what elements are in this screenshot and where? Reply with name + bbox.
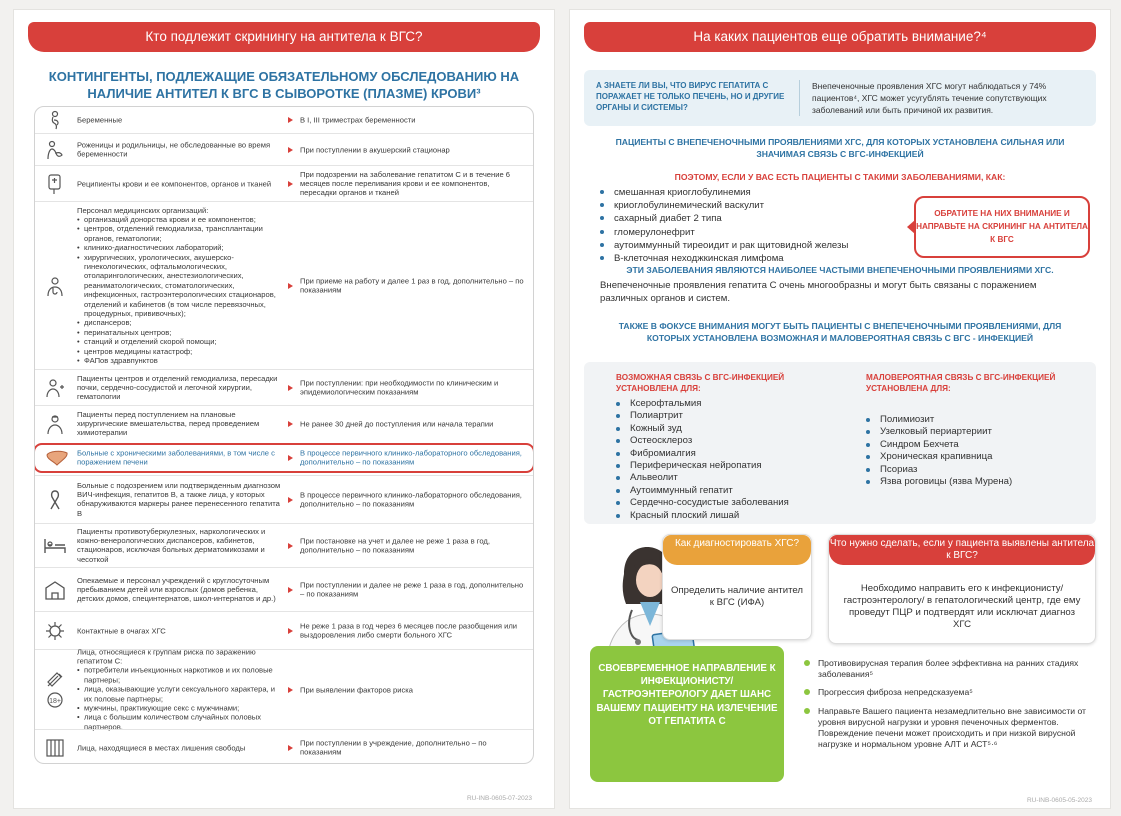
list-item: • клинико-диагностических лабораторий;	[77, 243, 285, 252]
svg-text:18+: 18+	[49, 697, 61, 705]
strong-link-heading: ПАЦИЕНТЫ С ВНЕПЕЧЕНОЧНЫМИ ПРОЯВЛЕНИЯМИ ХГС, ДЛЯ КОТОРЫХ УСТАНОВЛЕНА СИЛЬНАЯ ИЛИ ЗНАЧИМАЯ СВЯЗЬ С ВГС-ИНФЕКЦИЕЙ	[615, 137, 1065, 159]
list-item: Язва роговицы (язва Мурена)	[866, 476, 1066, 488]
list-item: • станций и отделений скорой помощи;	[77, 337, 285, 346]
list-item: Сердечно-сосудистые заболевания	[616, 497, 789, 509]
row-text: Пациенты перед поступлением на плановые хирургические вмешательства, перед проведением химиотерапии	[77, 409, 260, 438]
possible-heading: ВОЗМОЖНАЯ СВЯЗЬ С ВГС-ИНФЕКЦИЕЙ УСТАНОВЛЕНА ДЛЯ:	[616, 373, 785, 393]
left-banner: Кто подлежит скринингу на антитела к ВГС?	[28, 22, 540, 52]
arrow-icon	[288, 745, 293, 751]
table-row	[35, 201, 533, 369]
frequent-body: Внепеченочные проявления гепатита С очень многообразны и могут быть связаны с поражением различных органов и систем.	[600, 280, 1037, 304]
focus-heading: ТАКЖЕ В ФОКУСЕ ВНИМАНИЯ МОГУТ БЫТЬ ПАЦИЕНТЫ С ВНЕПЕЧЕНОЧНЫМИ ПРОЯВЛЕНИЯМИ, ДЛЯ КОТОРЫХ УСТАНОВЛЕНА ВОЗМОЖНАЯ И МАЛОВЕРОЯТНАЯ СВЯЗЬ С ВГС - ИНФЕКЦИЕЙ	[618, 321, 1062, 343]
list-item: В-клеточная неходжкинская лимфома	[600, 252, 848, 265]
list-item: Аутоиммунный гепатит	[616, 485, 789, 497]
list-item: Альвеолит	[616, 472, 789, 484]
row-text: Лица, находящиеся в местах лишения свободы	[77, 742, 246, 752]
info-text: Внепеченочные проявления ХГС могут наблюдаться у 74% пациентов⁴, ХГС может усугублять течение сопутствующих заболеваний или быть причиной их развития.	[812, 81, 1047, 115]
disease-list	[600, 186, 848, 265]
list-item: Направьте Вашего пациента незамедлительно вне зависимости от уровня вирусной нагрузки и уровня печеночных ферментов. Повреждение печени может происходить и при низкой вирусной нагрузке и нормальном уровне АЛТ и АСТ⁵·⁶	[802, 706, 1096, 751]
list-item: Узелковый периартериит	[866, 426, 1066, 438]
row-indication: При приеме на работу и далее 1 раз в год, дополнительно – по показаниям	[300, 276, 524, 295]
info-panel	[584, 70, 1096, 126]
screening-callout: ОБРАТИТЕ НА НИХ ВНИМАНИЕ И НАПРАВЬТЕ НА СКРИНИНГ НА АНТИТЕЛА К ВГС	[914, 196, 1090, 258]
diagnosis-header: Как диагностировать ХГС?	[663, 535, 811, 565]
row-indication: Не реже 1 раза в год через 6 месяцев после разобщения или выздоровления либо смерти больного ХГС	[300, 621, 517, 640]
row-text: Роженицы и родильницы, не обследованные во время беременности	[77, 140, 271, 159]
list-item: Прогрессия фиброза непредсказуема⁵	[802, 687, 1096, 698]
list-item: Ксерофтальмия	[616, 398, 789, 410]
list-item: • лица, оказывающие услуги сексуального характера, и их половые партнеры;	[77, 685, 282, 704]
arrow-icon	[288, 497, 293, 503]
medical-staff-icon	[41, 272, 69, 300]
arrow-icon	[288, 385, 293, 391]
list-item: Псориаз	[866, 464, 1066, 476]
arrow-icon	[288, 628, 293, 634]
list-item: • диспансеров;	[77, 318, 285, 327]
arrow-icon	[288, 421, 293, 427]
list-item: сахарный диабет 2 типа	[600, 212, 848, 225]
row-text: Пациенты противотуберкулезных, наркологических и кожно-венерологических диспансеров, кабинетов, стационаров, исключая больных дерматомикозами и чесоткой	[77, 526, 266, 564]
list-item: Противовирусная терапия более эффективна на ранних стадиях заболевания⁵	[802, 658, 1096, 680]
list-item: • центров медицины катастроф;	[77, 347, 285, 356]
syringe-icon	[41, 676, 69, 704]
diagnosis-body: Определить наличие антител к ВГС (ИФА)	[671, 585, 803, 608]
list-item: • ФАПов здравпунктов	[77, 356, 285, 365]
row-text: Больные с подозрением или подтвержденным диагнозом ВИЧ-инфекция, гепатитов В, а также лица, у которых обнаруживаются маркеры ранее перенесенного гепатита В	[77, 480, 281, 518]
arrow-icon	[288, 543, 293, 549]
arrow-icon	[288, 687, 293, 693]
unlikely-list	[866, 414, 1066, 488]
table-row	[35, 369, 533, 405]
row-indication: При поступлении в акушерский стационар	[300, 144, 450, 154]
list-item: Полимиозит	[866, 414, 1066, 426]
list-item: • перинатальных центров;	[77, 328, 285, 337]
row-indication: Не ранее 30 дней до поступления или начала терапии	[300, 418, 494, 428]
list-item: гломерулонефрит	[600, 226, 848, 239]
dialysis-patient-icon	[41, 374, 69, 402]
pregnant-icon	[41, 106, 69, 134]
list-item: • лица с большим количеством случайных половых партнеров.	[77, 713, 282, 732]
mother-child-icon	[41, 136, 69, 164]
arrow-icon	[288, 117, 293, 123]
row-text: Пациенты центров и отделений гемодиализа, пересадки почки, сердечно-сосудистой и легочной хирургии, гематологии	[77, 373, 278, 402]
virus-icon	[41, 617, 69, 645]
benefits-list	[802, 658, 1096, 757]
table-row	[35, 729, 533, 764]
prison-icon	[41, 734, 69, 762]
row-indication: В процессе первичного клинико-лабораторного обследования, дополнительно – по показаниям	[300, 448, 522, 467]
action-card	[828, 534, 1096, 644]
arrow-icon	[288, 147, 293, 153]
arrow-icon	[288, 455, 293, 461]
list-item: Кожный зуд	[616, 423, 789, 435]
screening-table	[34, 106, 534, 764]
frequent-heading: ЭТИ ЗАБОЛЕВАНИЯ ЯВЛЯЮТСЯ НАИБОЛЕЕ ЧАСТЫМИ ВНЕПЕЧЕНОЧНЫМИ ПРОЯВЛЕНИЯМИ ХГС.	[626, 265, 1054, 275]
diagnosis-card	[662, 534, 812, 640]
list-item: аутоиммунный тиреоидит и рак щитовидной железы	[600, 239, 848, 252]
list-item: Остеосклероз	[616, 435, 789, 447]
right-banner: На каких пациентов еще обратить внимание?⁴	[584, 22, 1096, 52]
list-item: Красный плоский лишай	[616, 510, 789, 522]
row-indication: При выявлении факторов риска	[300, 684, 413, 694]
row-text: Лица, относящиеся к группам риска по заражению гепатитом С:	[77, 647, 256, 666]
blood-bag-icon	[41, 170, 69, 198]
list-item: Синдром Бехчета	[866, 439, 1066, 451]
list-item: Полиартрит	[616, 410, 789, 422]
row-indication: При постановке на учет и далее не реже 1 раза в год, дополнительно – по показаниям	[300, 536, 490, 555]
row-indication: В процессе первичного клинико-лабораторного обследования, дополнительно – по показаниям	[300, 490, 522, 509]
table-row	[35, 165, 533, 201]
right-code: RU-INB-0605-05-2023	[1026, 797, 1092, 804]
row-text: Контактные в очагах ХГС	[77, 625, 166, 635]
arrow-icon	[288, 283, 293, 289]
institution-icon	[41, 576, 69, 604]
possible-list	[616, 398, 789, 522]
association-panel	[584, 362, 1096, 524]
table-row	[35, 475, 533, 523]
referral-box: СВОЕВРЕМЕННОЕ НАПРАВЛЕНИЕ К ИНФЕКЦИОНИСТУ/ ГАСТРОЭНТЕРОЛОГУ ДАЕТ ШАНС ВАШЕМУ ПАЦИЕНТУ НА ИЗЛЕЧЕНИЕ ОТ ГЕПАТИТА С	[590, 646, 784, 782]
table-row	[35, 133, 533, 165]
right-page	[570, 10, 1110, 808]
table-row	[35, 107, 533, 133]
row-indication: При поступлении в учреждение, дополнительно – по показаниям	[300, 738, 487, 757]
list-item: Фибромиалгия	[616, 448, 789, 460]
list-item: • организаций донорства крови и ее компонентов;	[77, 215, 285, 224]
row-indication: При поступлении и далее не реже 1 раза в год, дополнительно – по показаниям	[300, 580, 524, 599]
table-row	[35, 611, 533, 649]
left-page	[14, 10, 554, 808]
unlikely-heading: МАЛОВЕРОЯТНАЯ СВЯЗЬ С ВГС-ИНФЕКЦИЕЙ УСТАНОВЛЕНА ДЛЯ:	[866, 373, 1056, 393]
list-item: • потребители инъекционных наркотиков и их половые партнеры;	[77, 666, 282, 685]
table-row	[35, 647, 533, 732]
list-item: • хирургических, урологических, акушерско-гинекологических, офтальмологических, отоларингологических, анестезиологических, реаниматологических, стоматологических, инфекционных, гастроэнтерологических стационаров, отделений и кабинетов (в том числе перевязочных, процедурных, прививочных);	[77, 253, 285, 319]
list-item: криоглобулинемический васкулит	[600, 199, 848, 212]
arrow-icon	[288, 587, 293, 593]
list-item: смешанная криоглобулинемия	[600, 186, 848, 199]
row-text: Персонал медицинских организаций:	[77, 205, 209, 215]
row-text: Беременные	[77, 115, 123, 125]
row-text: Опекаемые и персонал учреждений с круглосуточным пребыванием детей или взрослых (домов ребенка, детских домов, специнтернатов, школ-интернатов и др.)	[77, 575, 276, 604]
table-row-highlighted	[34, 443, 534, 473]
table-row	[35, 523, 533, 567]
row-text: Реципиенты крови и ее компонентов, органов и тканей	[77, 178, 272, 188]
table-row	[35, 405, 533, 441]
row-text: Больные с хроническими заболеваниями, в том числе с поражением печени	[77, 448, 275, 467]
list-item: • центров, отделений гемодиализа, трансплантации органов, гематологии;	[77, 224, 285, 243]
row-indication: В I, III триместрах беременности	[300, 115, 416, 125]
action-header: Что нужно сделать, если у пациента выявлены антитела к ВГС?	[829, 535, 1095, 565]
info-question: А ЗНАЕТЕ ЛИ ВЫ, ЧТО ВИРУС ГЕПАТИТА С ПОРАЖАЕТ НЕ ТОЛЬКО ПЕЧЕНЬ, НО И ДРУГИЕ ОРГАНЫ И СИСТЕМЫ?	[596, 81, 785, 112]
left-title: КОНТИНГЕНТЫ, ПОДЛЕЖАЩИЕ ОБЯЗАТЕЛЬНОМУ ОБСЛЕДОВАНИЮ НА НАЛИЧИЕ АНТИТЕЛ К ВГС В СЫВОРОТКЕ (ПЛАЗМЕ) КРОВИ³	[48, 69, 520, 101]
list-item: Периферическая нейропатия	[616, 460, 789, 472]
arrow-icon	[288, 181, 293, 187]
red-subheading: ПОЭТОМУ, ЕСЛИ У ВАС ЕСТЬ ПАЦИЕНТЫ С ТАКИМИ ЗАБОЛЕВАНИЯМИ, КАК:	[674, 172, 1006, 182]
row-indication: При поступлении: при необходимости по клиническим и эпидемиологическим показаниям	[300, 378, 499, 397]
ribbon-icon	[41, 486, 69, 514]
hospital-bed-icon	[41, 532, 69, 560]
left-code: RU-INB-0605-07-2023	[466, 795, 532, 802]
list-item: • мужчины, практикующие секс с мужчинами;	[77, 704, 282, 713]
action-body: Необходимо направить его к инфекционисту/гастроэнтерологу/ в гепатологический центр, где ему проведут ПЦР и подтвердят или исключат диагноз ХГС	[843, 583, 1081, 630]
list-item: Хроническая крапивница	[866, 451, 1066, 463]
table-row	[35, 567, 533, 611]
surgery-patient-icon	[41, 410, 69, 438]
liver-icon	[43, 444, 71, 472]
row-indication: При подозрении на заболевание гепатитом С и в течение 6 месяцев после переливания крови и ее компонентов, пересадки органов и тканей	[300, 169, 511, 198]
